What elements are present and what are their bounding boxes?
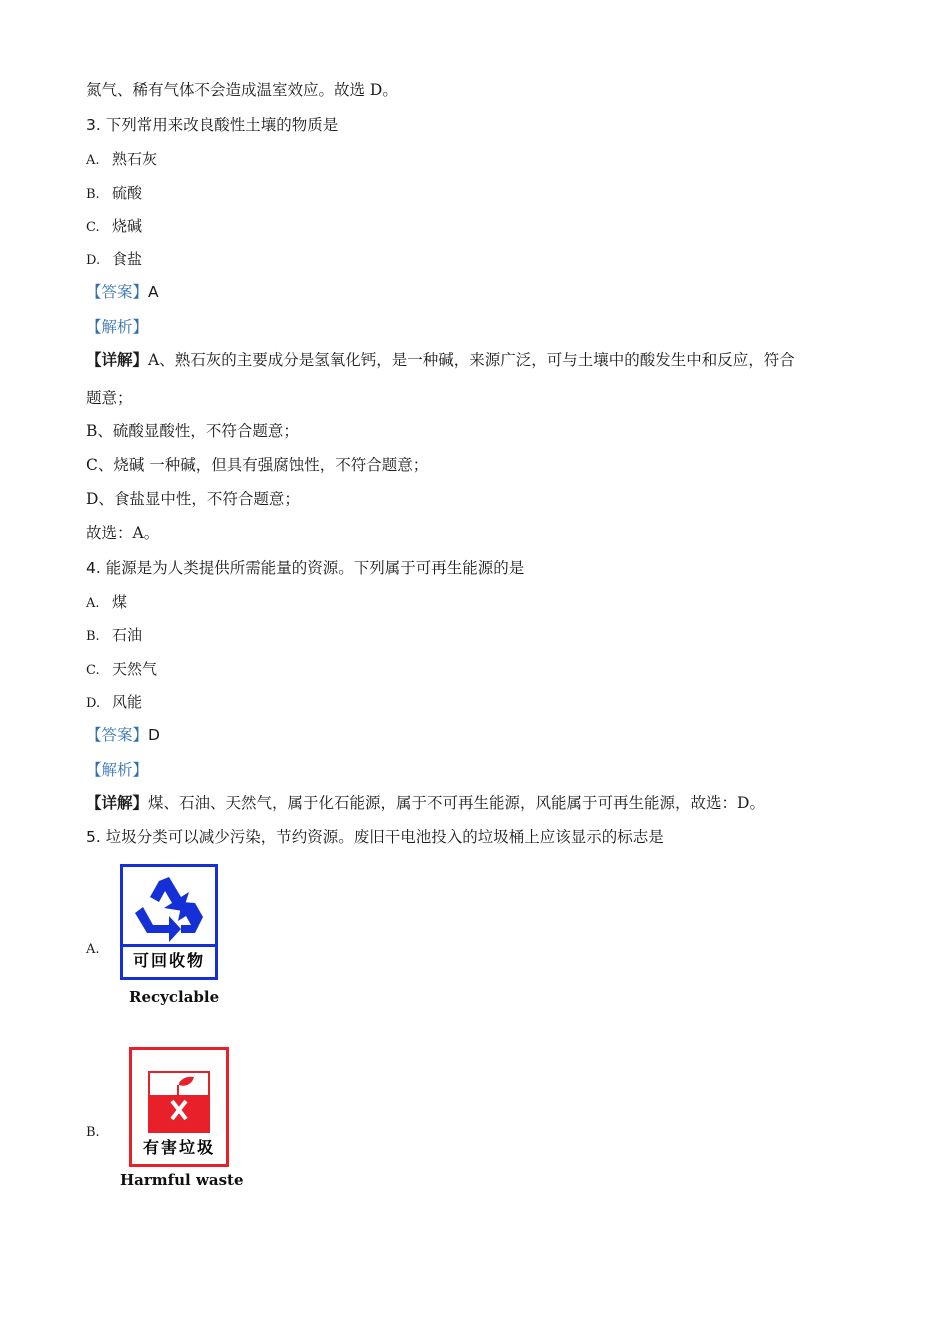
hazard-battery-icon xyxy=(150,1073,208,1131)
q4-option-b xyxy=(86,625,142,647)
option-text: 烧碱 xyxy=(112,217,143,235)
q4-option-a xyxy=(86,592,127,614)
option-text: 熟石灰 xyxy=(112,150,158,168)
q3-option-c xyxy=(86,216,142,238)
q3-detail-d: D、食盐显中性，不符合题意； xyxy=(86,490,300,508)
answer-tag: 【答案】 xyxy=(86,726,149,744)
q3-detail-c: C、烧碱 一种碱，但具有强腐蚀性，不符合题意； xyxy=(86,456,429,474)
q3-conclusion: 故选：A。 xyxy=(86,524,160,542)
q3-detail-line1 xyxy=(86,350,795,370)
q4-option-d xyxy=(86,692,142,714)
question-number: 4. xyxy=(86,559,101,577)
intro-line: 氮气、稀有气体不会造成温室效应。故选 D。 xyxy=(86,81,398,99)
recyclable-sign xyxy=(120,864,218,980)
q3-option-d xyxy=(86,249,142,271)
q3-detail-line2: 题意； xyxy=(86,389,133,407)
option-letter: B. xyxy=(86,1125,100,1140)
option-letter: B. xyxy=(86,629,100,644)
option-text: 天然气 xyxy=(112,660,158,678)
q4-answer xyxy=(86,725,160,745)
sign-text: 有害垃圾 xyxy=(142,1138,215,1157)
option-letter: A. xyxy=(86,596,100,611)
question-text: 能源是为人类提供所需能量的资源。下列属于可再生能源的是 xyxy=(105,559,525,577)
sign-text: 可回收物 xyxy=(123,944,215,977)
option-letter: C. xyxy=(86,220,100,235)
q3-analysis-tag: 【解析】 xyxy=(86,318,149,336)
q5-option-a-letter xyxy=(86,938,112,960)
question-3-stem xyxy=(86,115,338,135)
option-letter: C. xyxy=(86,663,100,678)
detail-text: 煤、石油、天然气，属于化石能源，属于不可再生能源，风能属于可再生能源，故选：D。 xyxy=(148,794,765,812)
q3-option-b xyxy=(86,183,142,205)
option-letter: A. xyxy=(86,153,100,168)
q4-analysis-tag: 【解析】 xyxy=(86,761,149,779)
recyclable-caption: Recyclable xyxy=(129,988,220,1006)
q3-option-a xyxy=(86,149,157,171)
q3-detail-b: B、硫酸显酸性，不符合题意； xyxy=(86,422,299,440)
option-text: 硫酸 xyxy=(112,184,143,202)
question-text: 下列常用来改良酸性土壤的物质是 xyxy=(105,116,339,134)
answer-value: D xyxy=(148,726,160,744)
q4-detail xyxy=(86,793,765,813)
detail-tag: 【详解】 xyxy=(86,350,149,369)
harmful-waste-caption: Harmful waste xyxy=(120,1171,244,1189)
option-text: 食盐 xyxy=(112,250,143,268)
q3-answer xyxy=(86,282,159,302)
question-4-stem xyxy=(86,558,524,578)
hazard-panel xyxy=(148,1071,210,1133)
answer-value: A xyxy=(148,283,159,301)
q4-option-c xyxy=(86,659,157,681)
question-number: 5. xyxy=(86,828,101,846)
option-letter: D. xyxy=(86,253,101,268)
question-5-stem xyxy=(86,827,664,847)
recycle-icon xyxy=(123,869,215,949)
detail-tag: 【详解】 xyxy=(86,793,149,812)
option-letter: A. xyxy=(86,942,100,957)
option-letter: B. xyxy=(86,187,100,202)
detail-text: A、熟石灰的主要成分是氢氧化钙，是一种碱，来源广泛，可与土壤中的酸发生中和反应，符合 xyxy=(148,351,795,369)
harmful-waste-sign xyxy=(129,1047,229,1167)
question-number: 3. xyxy=(86,116,101,134)
q5-option-b-letter xyxy=(86,1121,112,1143)
question-text: 垃圾分类可以减少污染，节约资源。废旧干电池投入的垃圾桶上应该显示的标志是 xyxy=(105,828,664,846)
option-letter: D. xyxy=(86,696,101,711)
option-text: 风能 xyxy=(112,693,143,711)
option-text: 煤 xyxy=(112,593,128,611)
answer-tag: 【答案】 xyxy=(86,283,149,301)
option-text: 石油 xyxy=(112,626,143,644)
